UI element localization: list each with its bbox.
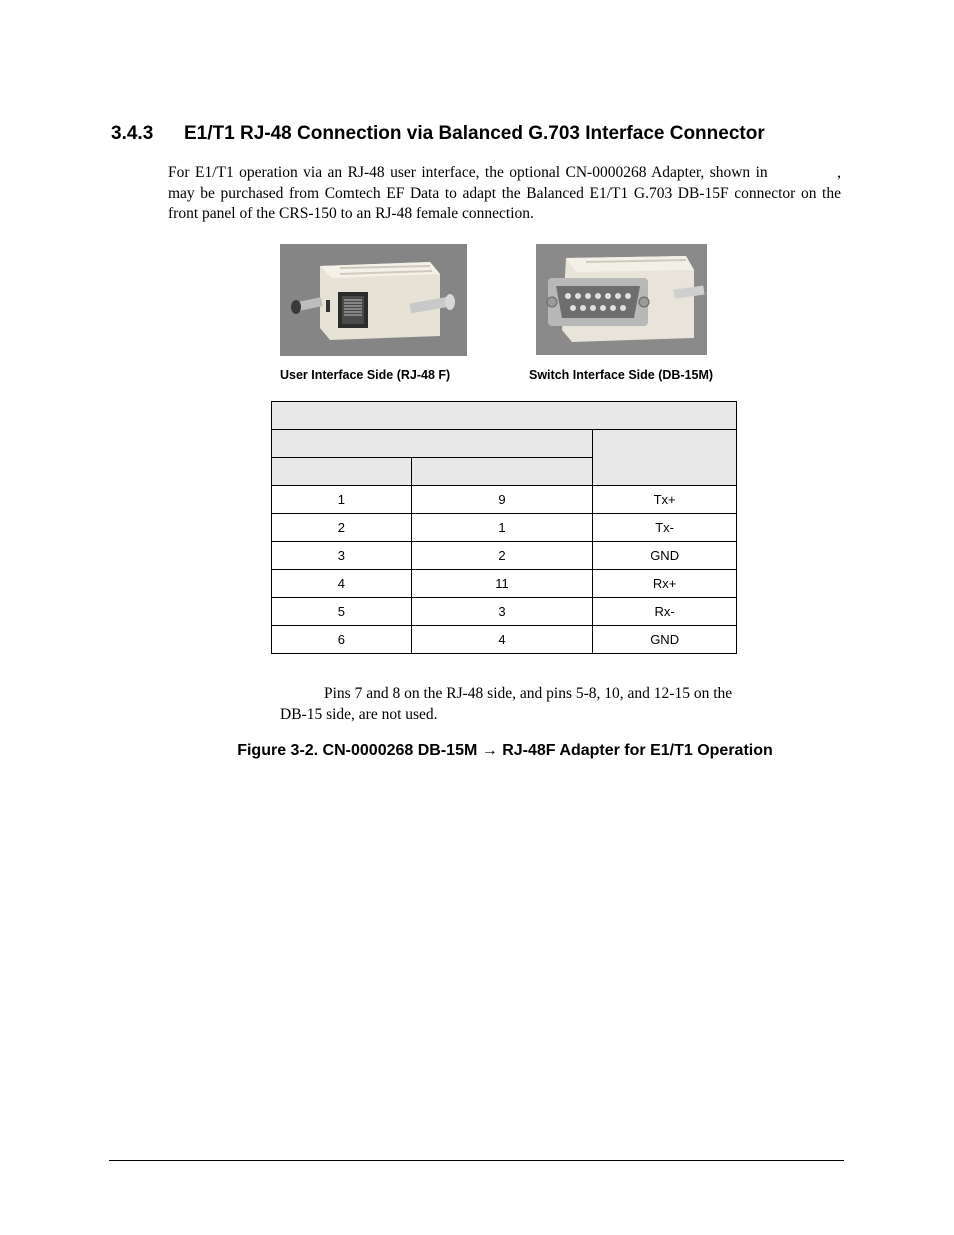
db15-adapter-photo [536,244,707,355]
left-photo-caption: User Interface Side (RJ-48 F) [280,368,451,382]
rj48-adapter-photo [280,244,467,356]
table-row [272,542,737,570]
table-title-cell [272,402,737,430]
note-text: Pins 7 and 8 on the RJ-48 side, and pins 5-8, 10, and 12-15 on the DB-15 side, are not used. [280,685,733,723]
db15-pin-cell: 1 [411,514,593,542]
table-row [272,598,737,626]
table-row [272,570,737,598]
rj48-pin-cell: 3 [272,542,412,570]
section-heading [111,123,871,145]
signal-cell: GND [593,626,737,654]
section-title: E1/T1 RJ-48 Connection via Balanced G.703 Interface Connector [184,123,765,144]
db15-pin-cell: 3 [411,598,593,626]
rj48-adapter-illustration [280,244,467,356]
signal-cell: GND [593,542,737,570]
rj48-pin-header [272,458,412,486]
signal-cell: Tx+ [593,486,737,514]
footer-divider [109,1160,844,1161]
table-row [272,486,737,514]
signal-cell: Tx- [593,514,737,542]
db15-pin-cell: 9 [411,486,593,514]
db15-pin-cell: 2 [411,542,593,570]
db15-adapter-illustration [536,244,707,355]
signal-cell: Rx- [593,598,737,626]
rj48-pin-cell: 6 [272,626,412,654]
table-row [272,514,737,542]
signal-cell: Rx+ [593,570,737,598]
figure-caption-prefix: Figure 3-2. CN-0000268 DB-15M [237,742,478,759]
intro-paragraph [168,163,841,225]
figure-caption-suffix: RJ-48F Adapter for E1/T1 Operation [502,742,773,759]
table-row [272,626,737,654]
rj48-pin-cell: 5 [272,598,412,626]
rj48-pin-cell: 4 [272,570,412,598]
rj48-pin-cell: 2 [272,514,412,542]
db15-pin-cell: 11 [411,570,593,598]
db15-pin-header [411,458,593,486]
section-number: 3.4.3 [111,123,154,144]
pin-group-header [272,430,593,458]
figure-caption [0,742,954,760]
intro-line-start: For E1/T1 operation via an RJ-48 user interface, the optional CN-0000268 Adapter, shown in [168,164,768,181]
signal-header [593,430,737,486]
intro-line-rest: , may be purchased from Comtech EF Data to adapt the Balanced E1/T1 G.703 DB-15F connector on the front panel of the CRS-150 to an RJ-48 female connection. [168,164,841,222]
pin-assignment-table [271,401,737,654]
db15-pin-cell: 4 [411,626,593,654]
unused-pins-note [280,684,750,725]
right-photo-caption: Switch Interface Side (DB-15M) [529,368,714,382]
rj48-pin-cell: 1 [272,486,412,514]
arrow-right-icon: → [481,742,498,759]
